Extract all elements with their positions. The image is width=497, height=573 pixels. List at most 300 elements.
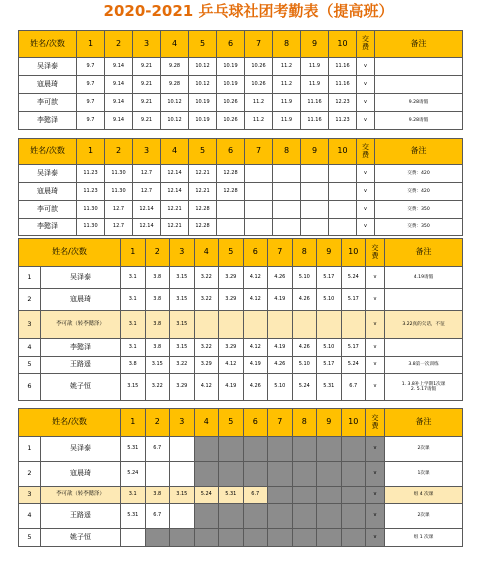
num-header: 9	[301, 139, 329, 165]
date-cell: 4.19	[243, 357, 268, 374]
date-cell: 10.19	[217, 76, 245, 94]
date-cell: 9.7	[77, 76, 105, 94]
num-header: 6	[217, 31, 245, 58]
table-row	[19, 112, 463, 130]
num-header: 10	[341, 409, 366, 437]
date-cell: 5.31	[317, 374, 342, 401]
num-header: 7	[245, 31, 273, 58]
date-cell	[292, 529, 317, 547]
date-cell: 11.16	[329, 58, 357, 76]
note-header: 备注	[385, 239, 463, 267]
date-cell	[317, 487, 342, 504]
date-cell: 5.31	[219, 487, 244, 504]
fee-cell: v	[366, 311, 385, 339]
student-name: 姚子恒	[41, 374, 121, 401]
student-name: 李可歆	[19, 94, 77, 112]
date-cell: 9.21	[133, 94, 161, 112]
date-cell	[268, 504, 293, 529]
date-cell	[292, 437, 317, 462]
student-name: 寇晨琦	[41, 462, 121, 487]
date-cell: 10.26	[245, 58, 273, 76]
num-header: 10	[329, 139, 357, 165]
num-header: 3	[133, 31, 161, 58]
date-cell: 12.21	[189, 165, 217, 183]
num-header: 2	[145, 239, 170, 267]
date-cell	[273, 165, 301, 183]
date-cell	[170, 437, 195, 462]
date-cell: 10.19	[217, 58, 245, 76]
date-cell	[292, 504, 317, 529]
date-cell: 5.10	[317, 339, 342, 357]
date-cell	[121, 529, 146, 547]
date-cell: 11.9	[273, 112, 301, 130]
date-cell: 10.12	[161, 112, 189, 130]
date-cell	[170, 462, 195, 487]
date-cell	[194, 311, 219, 339]
row-index: 4	[19, 504, 41, 529]
date-cell: 4.12	[243, 267, 268, 289]
note-cell: 3.22真的欠话，不征	[385, 311, 463, 339]
fee-cell: v	[366, 437, 385, 462]
date-cell: 11.30	[105, 165, 133, 183]
date-cell: 3.22	[194, 289, 219, 311]
row-index: 3	[19, 487, 41, 504]
num-header: 8	[292, 409, 317, 437]
date-cell: 3.1	[121, 339, 146, 357]
table-row	[19, 289, 463, 311]
date-cell	[219, 504, 244, 529]
num-header: 1	[121, 409, 146, 437]
date-cell: 11.30	[105, 183, 133, 201]
date-cell: 5.17	[317, 357, 342, 374]
note-cell	[375, 58, 463, 76]
date-cell: 12.7	[133, 183, 161, 201]
date-cell: 9.14	[105, 76, 133, 94]
date-cell: 10.19	[189, 94, 217, 112]
date-cell: 12.21	[189, 183, 217, 201]
date-cell: 10.12	[189, 58, 217, 76]
date-cell	[317, 504, 342, 529]
table-row	[19, 94, 463, 112]
note-cell	[375, 76, 463, 94]
date-cell	[317, 462, 342, 487]
fee-cell: v	[366, 339, 385, 357]
fee-cell: v	[366, 374, 385, 401]
note-cell: 组 4 次课	[385, 487, 463, 504]
date-cell	[268, 437, 293, 462]
date-cell	[341, 487, 366, 504]
note-cell: 2次课	[385, 437, 463, 462]
date-cell	[301, 183, 329, 201]
num-header: 8	[273, 139, 301, 165]
note-header: 备注	[385, 409, 463, 437]
fee-cell: v	[357, 76, 375, 94]
num-header: 5	[219, 239, 244, 267]
num-header: 1	[77, 31, 105, 58]
date-cell	[317, 529, 342, 547]
date-cell: 11.16	[301, 94, 329, 112]
note-header: 备注	[375, 31, 463, 58]
student-name: 李可歆	[19, 201, 77, 219]
date-cell: 5.17	[341, 289, 366, 311]
date-cell	[219, 311, 244, 339]
date-cell: 10.26	[217, 112, 245, 130]
student-name: 李懿泽	[19, 219, 77, 236]
date-cell	[329, 165, 357, 183]
date-cell: 3.1	[121, 267, 146, 289]
date-cell: 9.21	[133, 58, 161, 76]
note-cell: 1. 3.8补上学期1次课 2. 5.17请假	[385, 374, 463, 401]
date-cell: 12.14	[161, 183, 189, 201]
date-cell: 11.23	[77, 165, 105, 183]
date-cell: 3.15	[121, 374, 146, 401]
fee-cell: v	[357, 201, 375, 219]
table-row	[19, 183, 463, 201]
attendance-table-3	[18, 238, 463, 401]
note-cell: 9.28请假	[375, 112, 463, 130]
date-cell: 10.26	[245, 76, 273, 94]
date-cell: 12.7	[133, 165, 161, 183]
fee-cell: v	[366, 267, 385, 289]
name-header: 姓名/次数	[19, 409, 121, 437]
date-cell: 3.15	[170, 339, 195, 357]
note-header: 备注	[375, 139, 463, 165]
date-cell: 3.22	[170, 357, 195, 374]
date-cell: 3.8	[145, 311, 170, 339]
date-cell: 9.7	[77, 94, 105, 112]
date-cell: 9.7	[77, 58, 105, 76]
date-cell: 5.17	[317, 267, 342, 289]
date-cell	[341, 462, 366, 487]
num-header: 9	[301, 31, 329, 58]
num-header: 8	[292, 239, 317, 267]
num-header: 2	[105, 31, 133, 58]
name-header: 姓名/次数	[19, 139, 77, 165]
table-row	[19, 201, 463, 219]
note-cell: 交费：420	[375, 165, 463, 183]
date-cell: 3.22	[145, 374, 170, 401]
date-cell: 3.8	[121, 357, 146, 374]
note-cell: 9.28请假	[375, 94, 463, 112]
date-cell: 12.28	[189, 219, 217, 236]
note-cell: 交费：350	[375, 219, 463, 236]
date-cell	[268, 462, 293, 487]
table-row	[19, 165, 463, 183]
date-cell	[217, 219, 245, 236]
date-cell	[219, 529, 244, 547]
date-cell: 11.9	[301, 76, 329, 94]
num-header: 6	[243, 409, 268, 437]
date-cell: 10.19	[189, 112, 217, 130]
fee-cell: v	[357, 183, 375, 201]
date-cell	[245, 183, 273, 201]
date-cell: 12.28	[217, 165, 245, 183]
student-name: 李可歆（转李懿泽）	[41, 487, 121, 504]
date-cell: 11.9	[301, 58, 329, 76]
student-name: 李懿泽	[41, 339, 121, 357]
fee-cell: v	[357, 219, 375, 236]
note-cell: 交费：420	[375, 183, 463, 201]
date-cell: 9.14	[105, 112, 133, 130]
note-cell: 1次课	[385, 462, 463, 487]
table-row	[19, 529, 463, 547]
date-cell: 5.10	[268, 374, 293, 401]
date-cell: 6.7	[145, 437, 170, 462]
date-cell: 5.24	[292, 374, 317, 401]
row-index: 1	[19, 267, 41, 289]
num-header: 1	[121, 239, 146, 267]
num-header: 1	[77, 139, 105, 165]
date-cell: 10.26	[217, 94, 245, 112]
num-header: 4	[161, 31, 189, 58]
attendance-table-1	[18, 30, 463, 130]
table-row	[19, 462, 463, 487]
date-cell: 12.23	[329, 94, 357, 112]
table-row	[19, 357, 463, 374]
date-cell: 9.28	[161, 58, 189, 76]
date-cell	[243, 504, 268, 529]
date-cell	[301, 219, 329, 236]
student-name: 吴泽泰	[19, 165, 77, 183]
note-cell	[385, 289, 463, 311]
student-name: 王路遥	[41, 357, 121, 374]
fee-cell: v	[357, 58, 375, 76]
date-cell	[268, 487, 293, 504]
note-cell	[385, 339, 463, 357]
row-index: 3	[19, 311, 41, 339]
num-header: 4	[194, 409, 219, 437]
table-row	[19, 339, 463, 357]
date-cell	[243, 311, 268, 339]
date-cell: 12.7	[105, 201, 133, 219]
num-header: 3	[133, 139, 161, 165]
date-cell	[217, 201, 245, 219]
date-cell: 4.26	[292, 289, 317, 311]
date-cell: 3.8	[145, 267, 170, 289]
date-cell: 12.14	[161, 165, 189, 183]
date-cell	[292, 462, 317, 487]
num-header: 5	[189, 31, 217, 58]
num-header: 5	[219, 409, 244, 437]
date-cell: 12.7	[105, 219, 133, 236]
student-name: 寇晨琦	[19, 76, 77, 94]
row-index: 5	[19, 529, 41, 547]
num-header: 2	[105, 139, 133, 165]
date-cell: 11.23	[329, 112, 357, 130]
student-name: 吴泽泰	[19, 58, 77, 76]
date-cell: 4.12	[194, 374, 219, 401]
table-row	[19, 437, 463, 462]
student-name: 李可歆（转李懿泽）	[41, 311, 121, 339]
num-header: 2	[145, 409, 170, 437]
date-cell: 6.7	[341, 374, 366, 401]
student-name: 姚子恒	[41, 529, 121, 547]
fee-cell: v	[366, 529, 385, 547]
date-cell	[329, 219, 357, 236]
date-cell: 10.12	[189, 76, 217, 94]
student-name: 寇晨琦	[19, 183, 77, 201]
date-cell: 3.29	[219, 267, 244, 289]
date-cell	[273, 219, 301, 236]
note-cell: 组 1 次课	[385, 529, 463, 547]
date-cell: 5.31	[121, 504, 146, 529]
date-cell	[268, 311, 293, 339]
date-cell: 9.14	[105, 94, 133, 112]
date-cell: 5.24	[121, 462, 146, 487]
date-cell	[245, 219, 273, 236]
name-header: 姓名/次数	[19, 239, 121, 267]
date-cell: 3.15	[170, 267, 195, 289]
date-cell: 5.10	[292, 267, 317, 289]
date-cell	[268, 529, 293, 547]
date-cell	[329, 201, 357, 219]
fee-header: 交 费	[366, 409, 385, 437]
date-cell	[194, 437, 219, 462]
row-index: 1	[19, 437, 41, 462]
date-cell	[292, 311, 317, 339]
note-cell: 4.19请假	[385, 267, 463, 289]
date-cell: 5.24	[194, 487, 219, 504]
date-cell: 4.26	[243, 374, 268, 401]
date-cell	[145, 529, 170, 547]
num-header: 10	[329, 31, 357, 58]
date-cell: 4.26	[268, 267, 293, 289]
date-cell: 11.30	[77, 219, 105, 236]
date-cell	[194, 529, 219, 547]
date-cell	[245, 201, 273, 219]
num-header: 10	[341, 239, 366, 267]
date-cell: 9.21	[133, 112, 161, 130]
date-cell: 3.22	[194, 339, 219, 357]
date-cell: 12.28	[217, 183, 245, 201]
date-cell	[245, 165, 273, 183]
date-cell: 11.2	[273, 76, 301, 94]
date-cell: 12.21	[161, 219, 189, 236]
date-cell	[243, 529, 268, 547]
row-index: 5	[19, 357, 41, 374]
table-row	[19, 219, 463, 236]
date-cell	[341, 311, 366, 339]
date-cell: 4.12	[243, 289, 268, 311]
date-cell: 3.1	[121, 289, 146, 311]
date-cell	[170, 504, 195, 529]
num-header: 7	[268, 409, 293, 437]
attendance-table-4	[18, 408, 463, 547]
attendance-table-2	[18, 138, 463, 236]
num-header: 4	[161, 139, 189, 165]
fee-cell: v	[366, 487, 385, 504]
date-cell	[219, 437, 244, 462]
date-cell: 4.19	[268, 339, 293, 357]
row-index: 2	[19, 462, 41, 487]
date-cell: 5.17	[341, 339, 366, 357]
table-row	[19, 267, 463, 289]
date-cell: 3.15	[170, 289, 195, 311]
date-cell: 11.23	[77, 183, 105, 201]
date-cell: 4.26	[292, 339, 317, 357]
row-index: 6	[19, 374, 41, 401]
date-cell: 11.30	[77, 201, 105, 219]
date-cell: 3.29	[219, 289, 244, 311]
date-cell: 4.19	[268, 289, 293, 311]
table-row	[19, 504, 463, 529]
date-cell	[170, 529, 195, 547]
date-cell	[329, 183, 357, 201]
date-cell	[219, 462, 244, 487]
date-cell: 5.24	[341, 357, 366, 374]
date-cell: 11.2	[245, 112, 273, 130]
date-cell: 11.2	[245, 94, 273, 112]
date-cell: 3.8	[145, 339, 170, 357]
date-cell: 11.2	[273, 58, 301, 76]
fee-header: 交 费	[366, 239, 385, 267]
date-cell: 9.14	[105, 58, 133, 76]
date-cell: 3.15	[170, 487, 195, 504]
num-header: 9	[317, 409, 342, 437]
date-cell: 9.7	[77, 112, 105, 130]
num-header: 7	[268, 239, 293, 267]
date-cell	[341, 437, 366, 462]
student-name: 吴泽泰	[41, 267, 121, 289]
num-header: 3	[170, 409, 195, 437]
date-cell: 6.7	[243, 487, 268, 504]
date-cell	[341, 529, 366, 547]
note-cell: 3.8第一次训练	[385, 357, 463, 374]
num-header: 8	[273, 31, 301, 58]
fee-cell: v	[357, 94, 375, 112]
date-cell: 3.8	[145, 289, 170, 311]
date-cell: 3.29	[194, 357, 219, 374]
date-cell: 10.12	[161, 94, 189, 112]
fee-cell: v	[366, 289, 385, 311]
row-index: 4	[19, 339, 41, 357]
date-cell: 12.21	[161, 201, 189, 219]
date-cell: 12.14	[133, 201, 161, 219]
name-header: 姓名/次数	[19, 31, 77, 58]
fee-header: 交 费	[357, 139, 375, 165]
date-cell: 5.31	[121, 437, 146, 462]
note-cell: 交费：350	[375, 201, 463, 219]
date-cell: 3.1	[121, 487, 146, 504]
student-name: 王路遥	[41, 504, 121, 529]
date-cell	[341, 504, 366, 529]
date-cell: 11.9	[273, 94, 301, 112]
date-cell: 5.10	[317, 289, 342, 311]
date-cell: 4.12	[243, 339, 268, 357]
fee-header: 交 费	[357, 31, 375, 58]
student-name: 吴泽泰	[41, 437, 121, 462]
student-name: 寇晨琦	[41, 289, 121, 311]
num-header: 6	[243, 239, 268, 267]
num-header: 6	[217, 139, 245, 165]
fee-cell: v	[366, 504, 385, 529]
date-cell: 9.21	[133, 76, 161, 94]
fee-cell: v	[357, 165, 375, 183]
date-cell: 12.28	[189, 201, 217, 219]
num-header: 3	[170, 239, 195, 267]
fee-cell: v	[366, 462, 385, 487]
date-cell	[243, 462, 268, 487]
fee-cell: v	[366, 357, 385, 374]
table-row	[19, 76, 463, 94]
date-cell: 9.28	[161, 76, 189, 94]
date-cell: 3.8	[145, 487, 170, 504]
date-cell	[301, 165, 329, 183]
date-cell: 4.26	[268, 357, 293, 374]
note-cell: 2次课	[385, 504, 463, 529]
date-cell: 11.16	[329, 76, 357, 94]
num-header: 9	[317, 239, 342, 267]
